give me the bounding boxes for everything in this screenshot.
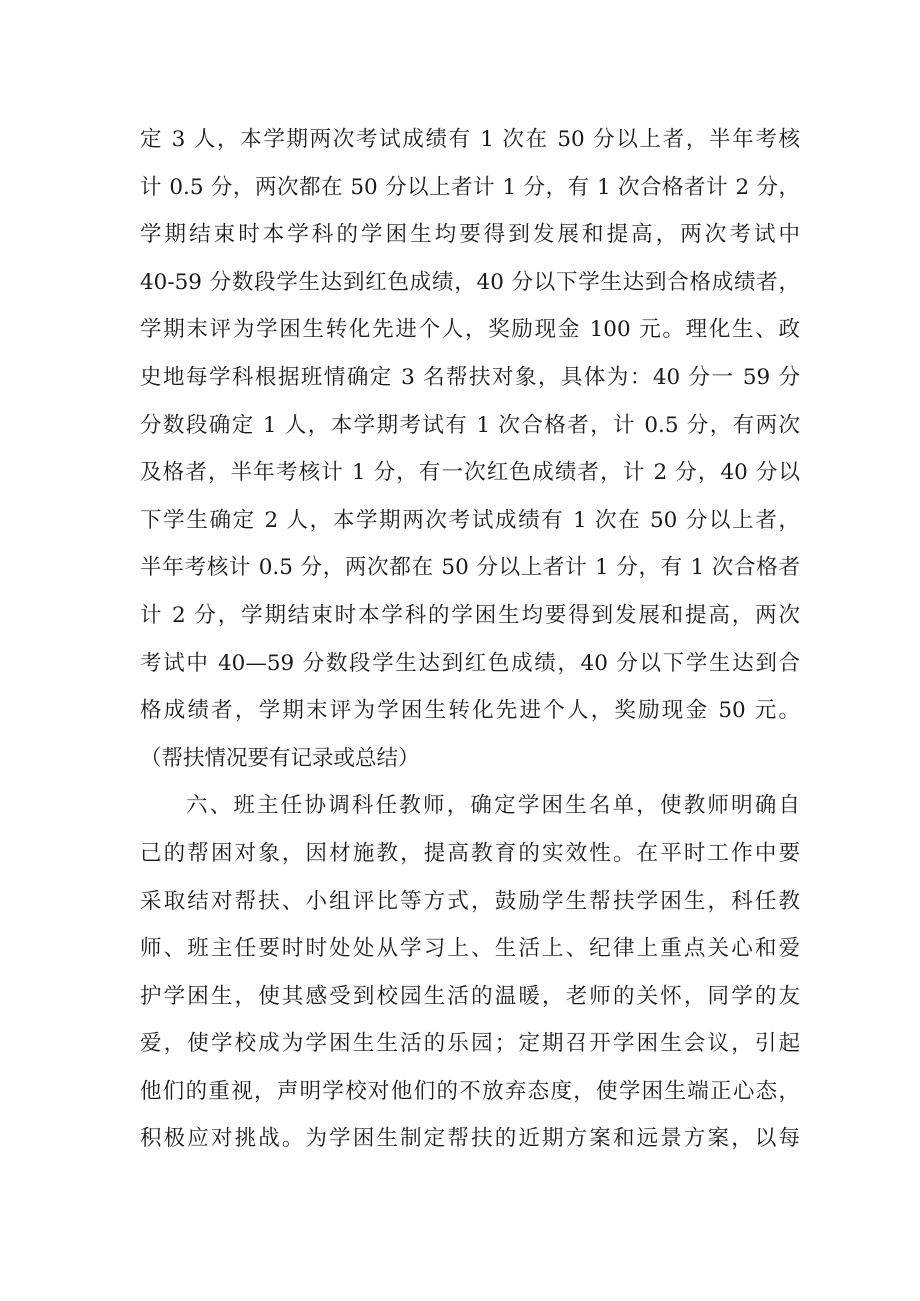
text-line: 半年考核计 0.5 分，两次都在 50 分以上者计 1 分，有 1 次合格者 — [140, 555, 800, 581]
text-line: 采取结对帮扶、小组评比等方式，鼓励学生帮扶学困生，科任教 — [140, 888, 800, 914]
text-line: 己的帮困对象，因材施教，提高教育的实效性。在平时工作中要 — [140, 840, 800, 866]
text-line: 学期末评为学困生转化先进个人，奖励现金 100 元。理化生、政 — [140, 317, 800, 343]
text-line: 积极应对挑战。为学困生制定帮扶的近期方案和远景方案，以每 — [140, 1126, 800, 1152]
text-line: 分数段确定 1 人，本学期考试有 1 次合格者，计 0.5 分，有两次 — [140, 412, 800, 438]
text-line: 考试中 40—59 分数段学生达到红色成绩，40 分以下学生达到合 — [140, 650, 800, 676]
text-line: 格成绩者，学期末评为学困生转化先进个人，奖励现金 50 元。 — [140, 698, 800, 724]
text-line: 计 0.5 分，两次都在 50 分以上者计 1 分，有 1 次合格者计 2 分， — [140, 174, 800, 200]
text-line: 史地每学科根据班情确定 3 名帮扶对象，具体为：40 分一 59 分 — [140, 364, 800, 390]
text-line: 爱，使学校成为学困生生活的乐园；定期召开学困生会议，引起 — [140, 1031, 800, 1057]
text-line-paragraph-end: （帮扶情况要有记录或总结） — [140, 745, 420, 771]
text-line: 下学生确定 2 人，本学期两次考试成绩有 1 次在 50 分以上者， — [140, 507, 800, 533]
text-line: 定 3 人，本学期两次考试成绩有 1 次在 50 分以上者，半年考核 — [140, 127, 800, 152]
document-body — [140, 116, 800, 1163]
text-line: 师、班主任要时时处处从学习上、生活上、纪律上重点关心和爱 — [140, 936, 800, 962]
text-line: 护学困生，使其感受到校园生活的温暖，老师的关怀，同学的友 — [140, 983, 800, 1009]
paragraph-start-line: 六、班主任协调科任教师，确定学困生名单，使教师明确自 — [186, 793, 800, 819]
text-line: 40-59 分数段学生达到红色成绩，40 分以下学生达到合格成绩者， — [140, 269, 800, 295]
text-line: 计 2 分，学期结束时本学科的学困生均要得到发展和提高，两次 — [140, 602, 800, 628]
text-line: 学期结束时本学科的学困生均要得到发展和提高，两次考试中 — [140, 222, 800, 248]
text-line: 他们的重视，声明学校对他们的不放弃态度，使学困生端正心态， — [140, 1078, 800, 1104]
text-line: 及格者，半年考核计 1 分，有一次红色成绩者，计 2 分，40 分以 — [140, 460, 800, 486]
